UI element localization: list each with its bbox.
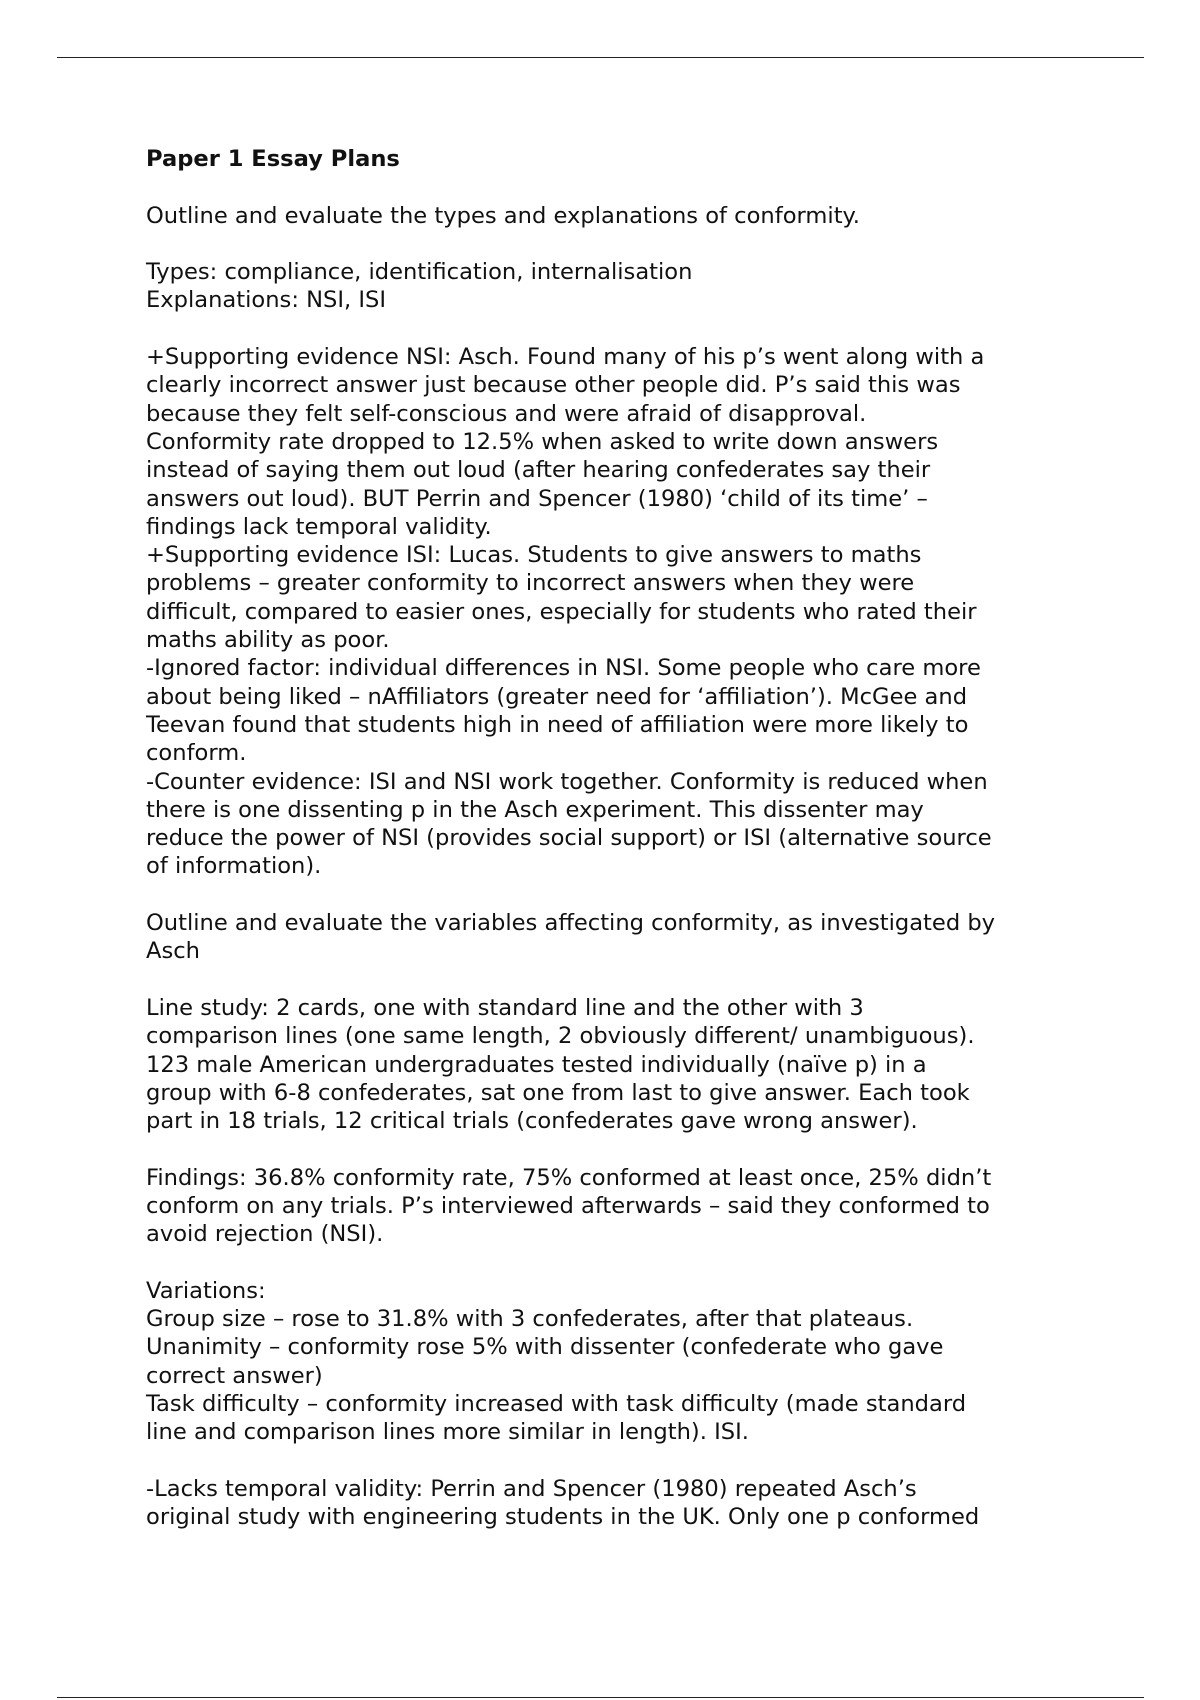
paragraph: [146, 1164, 1086, 1249]
text-line: avoid rejection (NSI).: [146, 1221, 384, 1248]
text-line: because they felt self-conscious and were afraid of disapproval.: [146, 400, 867, 427]
text-line: +Supporting evidence NSI: Asch. Found many of his p’s went along with a: [146, 344, 985, 371]
text-line: correct answer): [146, 1362, 323, 1389]
text-line: group with 6-8 confederates, sat one from last to give answer. Each took: [146, 1079, 970, 1106]
paragraph-gap: [146, 881, 1086, 909]
text-line: Line study: 2 cards, one with standard line and the other with 3: [146, 994, 864, 1021]
paragraph: [146, 258, 1086, 315]
text-line: 123 male American undergraduates tested individually (naïve p) in a: [146, 1051, 927, 1078]
paragraph: [146, 994, 1086, 1135]
paragraph: [146, 909, 1086, 966]
document-body: [146, 145, 1086, 1532]
text-line: Asch: [146, 938, 200, 965]
paragraph-gap: [146, 230, 1086, 258]
footer-rule: [57, 1697, 1144, 1698]
text-line: instead of saying them out loud (after hearing confederates say their: [146, 457, 931, 484]
text-line: Outline and evaluate the variables affecting conformity, as investigated by: [146, 910, 996, 937]
text-line: Findings: 36.8% conformity rate, 75% conformed at least once, 25% didn’t: [146, 1164, 992, 1191]
text-line: clearly incorrect answer just because other people did. P’s said this was: [146, 372, 961, 399]
text-line: Conformity rate dropped to 12.5% when asked to write down answers: [146, 428, 939, 455]
text-line: there is one dissenting p in the Asch experiment. This dissenter may: [146, 796, 924, 823]
header-rule: [57, 57, 1144, 58]
text-line: Explanations: NSI, ISI: [146, 287, 387, 314]
text-line: part in 18 trials, 12 critical trials (confederates gave wrong answer).: [146, 1108, 918, 1135]
text-line: of information).: [146, 853, 322, 880]
paragraph-gap: [146, 1135, 1086, 1163]
text-line: Group size – rose to 31.8% with 3 confederates, after that plateaus.: [146, 1306, 914, 1333]
document-title: Paper 1 Essay Plans: [146, 146, 400, 172]
spacer: [146, 173, 1086, 201]
text-line: difficult, compared to easier ones, especially for students who rated their: [146, 598, 977, 625]
text-line: Variations:: [146, 1277, 266, 1304]
text-line: line and comparison lines more similar in length). ISI.: [146, 1419, 749, 1446]
paragraph-gap: [146, 966, 1086, 994]
text-line: maths ability as poor.: [146, 627, 390, 654]
paragraph-gap: [146, 1249, 1086, 1277]
essay-blocks: [146, 202, 1086, 1532]
text-line: Outline and evaluate the types and explanations of conformity.: [146, 202, 860, 229]
paragraph-gap: [146, 315, 1086, 343]
paragraph: [146, 1277, 1086, 1447]
text-line: answers out loud). BUT Perrin and Spencer (1980) ‘child of its time’ –: [146, 485, 928, 512]
text-line: findings lack temporal validity.: [146, 513, 492, 540]
text-line: reduce the power of NSI (provides social support) or ISI (alternative source: [146, 825, 992, 852]
text-line: original study with engineering students in the UK. Only one p conformed: [146, 1504, 980, 1531]
text-line: Types: compliance, identification, internalisation: [146, 259, 693, 286]
text-line: Task difficulty – conformity increased with task difficulty (made standard: [146, 1391, 967, 1418]
text-line: comparison lines (one same length, 2 obviously different/ unambiguous).: [146, 1023, 975, 1050]
text-line: -Counter evidence: ISI and NSI work together. Conformity is reduced when: [146, 768, 988, 795]
text-line: -Lacks temporal validity: Perrin and Spencer (1980) repeated Asch’s: [146, 1475, 917, 1502]
text-line: conform.: [146, 740, 247, 767]
text-line: Teevan found that students high in need of affiliation were more likely to: [146, 711, 969, 738]
text-line: problems – greater conformity to incorrect answers when they were: [146, 570, 915, 597]
paragraph-gap: [146, 1447, 1086, 1475]
text-line: Unanimity – conformity rose 5% with dissenter (confederate who gave: [146, 1334, 944, 1361]
text-line: +Supporting evidence ISI: Lucas. Students to give answers to maths: [146, 542, 922, 569]
text-line: -Ignored factor: individual differences in NSI. Some people who care more: [146, 655, 981, 682]
paragraph: [146, 1475, 1086, 1532]
paragraph: [146, 343, 1086, 881]
text-line: conform on any trials. P’s interviewed afterwards – said they conformed to: [146, 1192, 990, 1219]
text-line: about being liked – nAffiliators (greater need for ‘affiliation’). McGee and: [146, 683, 968, 710]
paragraph: [146, 202, 1086, 230]
